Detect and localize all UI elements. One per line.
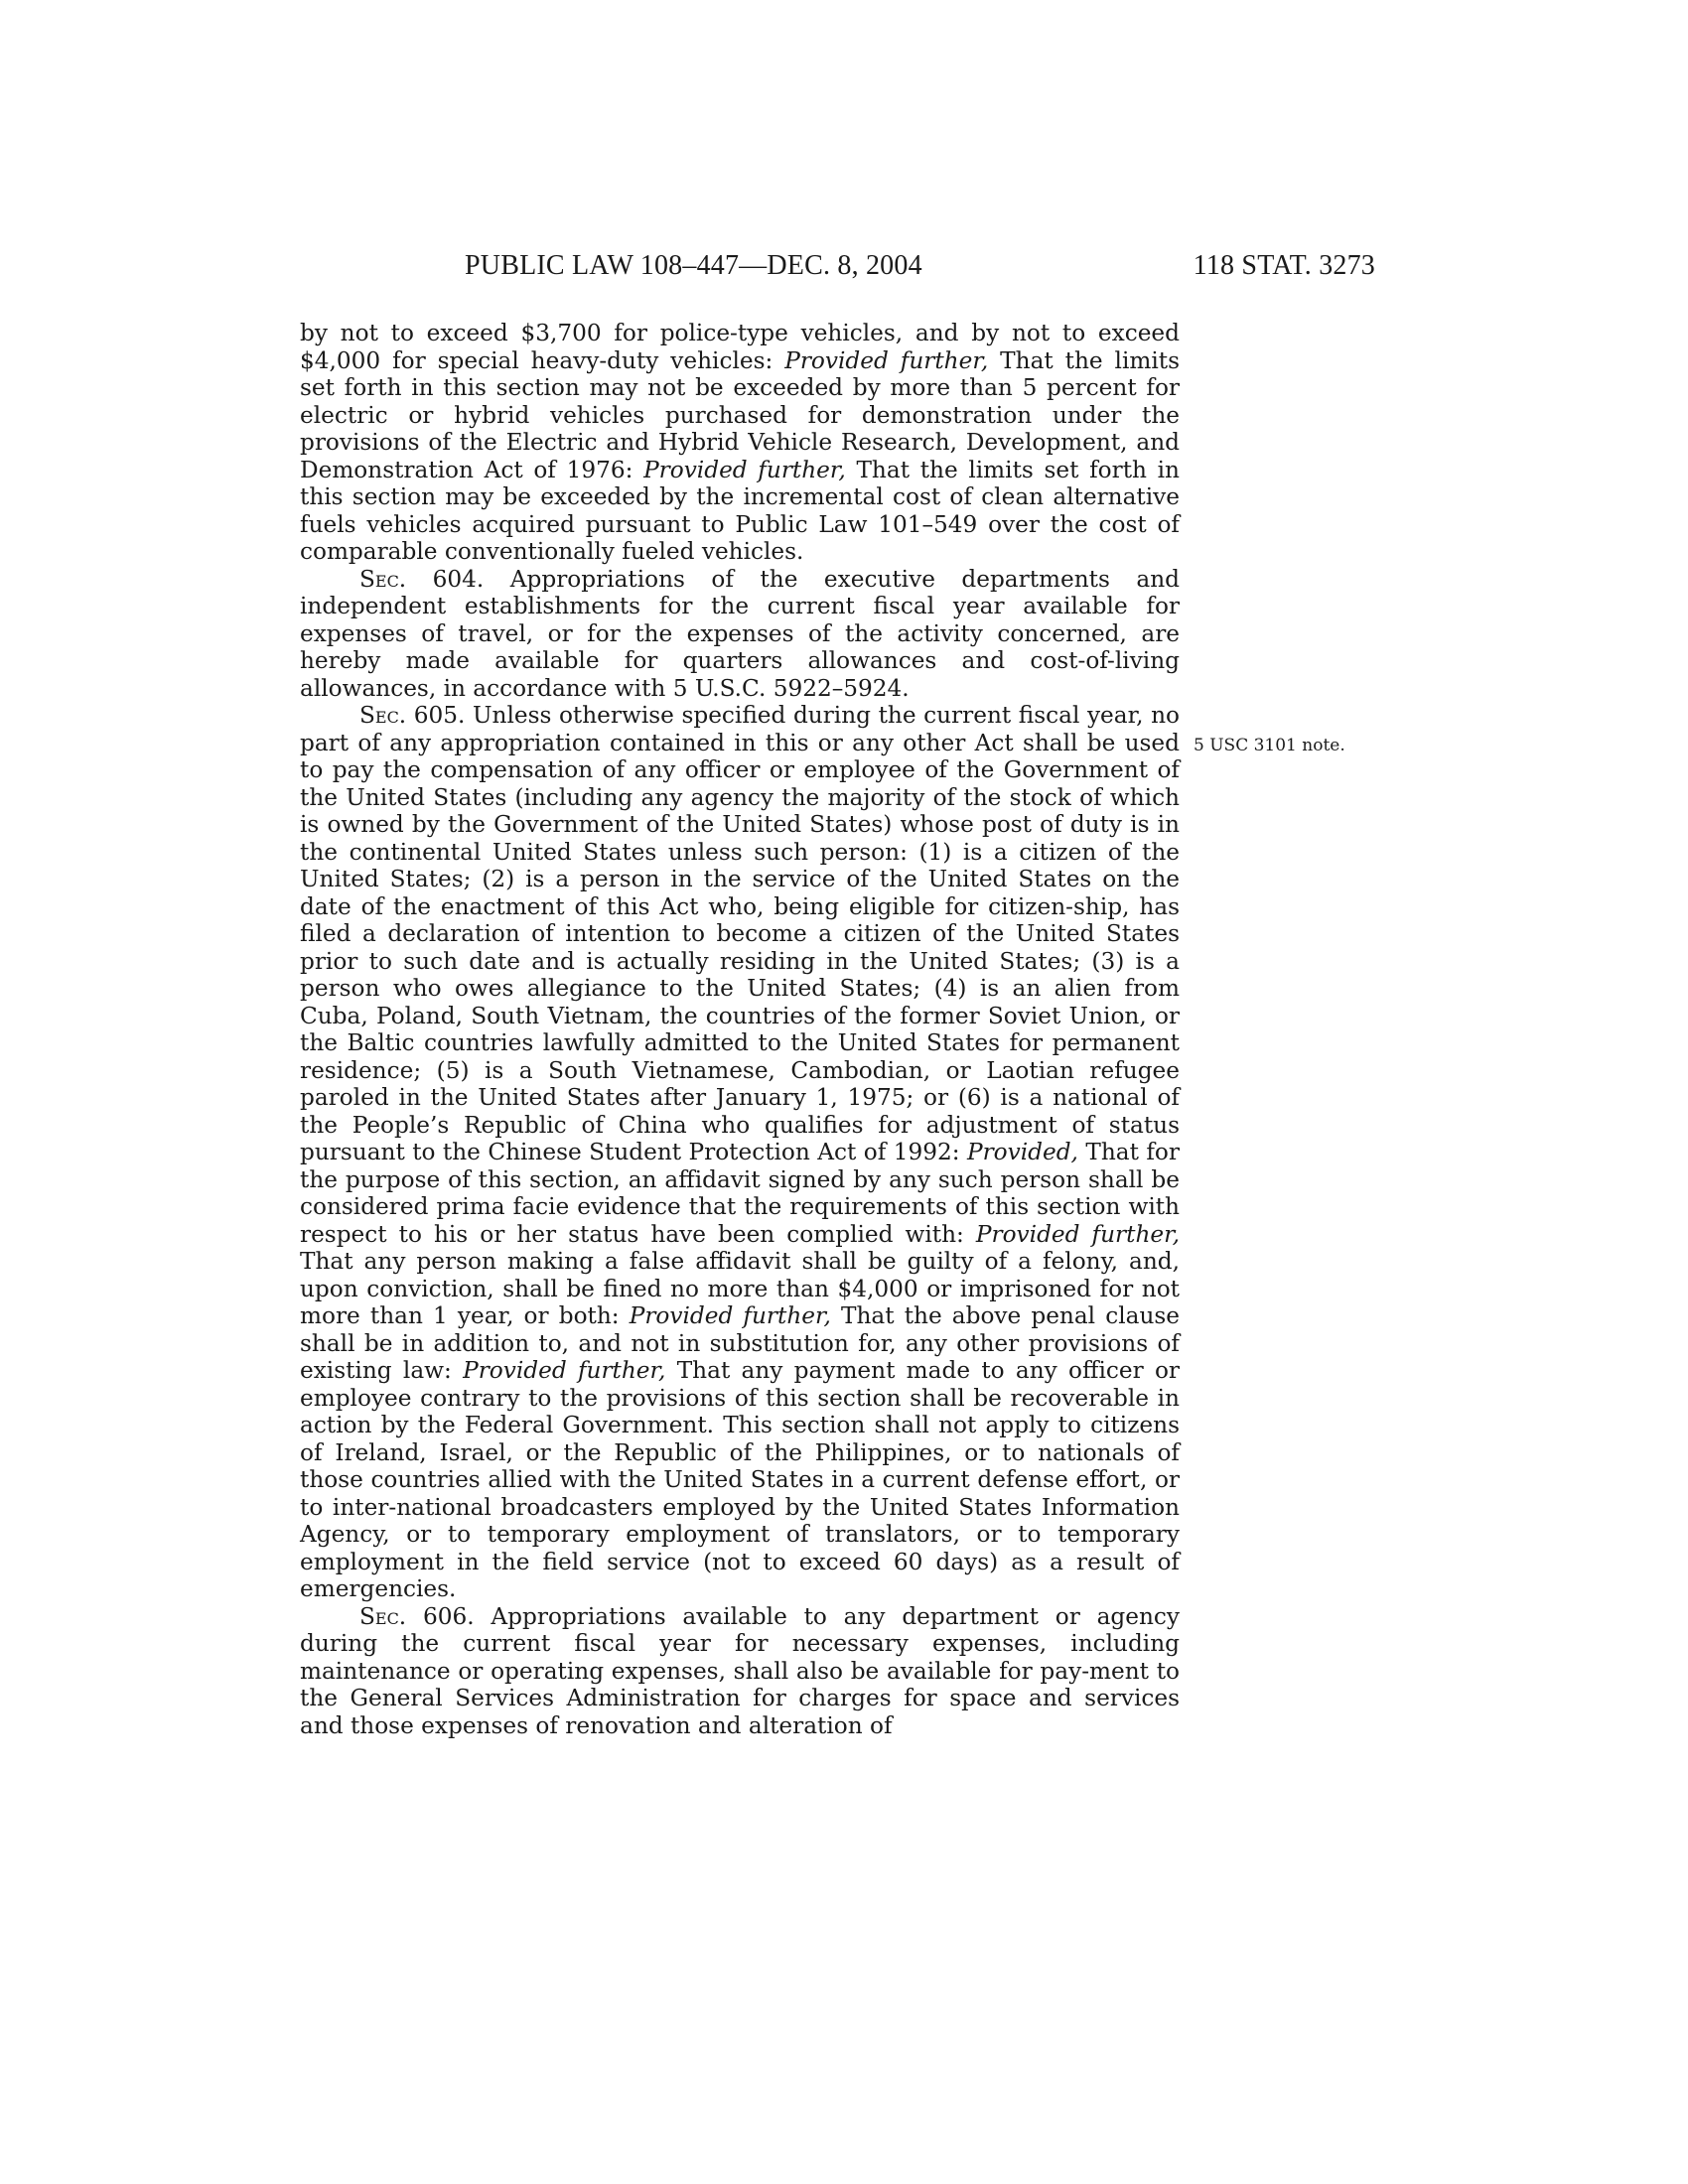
proviso-italic: Provided further,	[643, 456, 846, 483]
continuation-paragraph	[300, 320, 1180, 566]
section-label: Sec. 606.	[359, 1602, 475, 1630]
text-run: That any person making a false affidavit shall be guilty of a felony, and, upon conviction, shall be fined no more than $4,000 or imprisoned for not more than 1 year, or both:	[300, 1248, 1180, 1329]
proviso-italic: Provided further,	[975, 1220, 1181, 1248]
text-run: That the limits set forth in this section may be exceeded by the incremental cost of clean alternative fuels vehicles acquired pursuant to Public Law 101–549 over the cost of comparable conventionally fueled vehicles.	[300, 456, 1180, 565]
section-604	[300, 566, 1180, 703]
proviso-italic: Provided,	[966, 1139, 1078, 1165]
text-run: by not to exceed $3,700 for police-type vehicles, and by not to exceed $4,000 for special heavy-duty vehicles:	[300, 320, 1180, 374]
text-run: That the above penal clause shall be in addition to, and not in substitution for, any other provisions of existing law:	[300, 1302, 1181, 1384]
section-label: Sec. 605.	[359, 702, 466, 729]
proviso-italic: Provided further,	[463, 1357, 666, 1384]
proviso-italic: Provided further,	[629, 1302, 831, 1329]
section-label: Sec. 604.	[359, 565, 485, 593]
proviso-italic: Provided further,	[784, 346, 989, 374]
text-run: Unless otherwise specified during the current fiscal year, no part of any appropriation contained in this or any other Act shall be used to pay the compensation of any officer or employee of the Government of the United States (including any agency the majority of the stock of which is owned by the Government of the United States) whose post of duty is in the continental United States unless such person: (1) is a citizen of the United States; (2) is a person in the service of the United States on the date of the enactment of this Act who, being eligible for citizen-ship, has filed a declaration of intention to become a citizen of the United States prior to such date and is actually residing in the United States; (3) is a person who owes allegiance to the United States; (4) is an alien from Cuba, Poland, South Vietnam, the countries of the former Soviet Union, or the Baltic countries lawfully admitted to the United States for permanent residence; (5) is a South Vietnamese, Cambodian, or Laotian refugee paroled in the United States after January 1, 1975; or (6) is a national of the People’s Republic of China who qualifies for adjustment of status pursuant to the Chinese Student Protection Act of 1992:	[300, 702, 1180, 1165]
body-text	[300, 320, 1180, 1739]
text-run: Appropriations of the executive departments and independent establishments for the current fiscal year available for expenses of travel, or for the expenses of the activity concerned, are hereby made available for quarters allowances and cost-of-living allowances, in accordance with 5 U.S.C. 5922–5924.	[300, 565, 1180, 702]
section-605	[300, 702, 1180, 1603]
text-run: Appropriations available to any department or agency during the current fiscal year for necessary expenses, including maintenance or operating expenses, shall also be available for pay-ment to the General Services Administration for charges for space and services and those expenses of renovation and alteration of	[300, 1602, 1180, 1739]
margin-note: 5 USC 3101 note.	[1194, 736, 1345, 755]
section-606	[300, 1603, 1180, 1740]
text-run: That for the purpose of this section, an affidavit signed by any such person shall be considered prima facie evidence that the requirements of this section with respect to his or her status have been complied with:	[300, 1139, 1180, 1248]
text-run: That the limits set forth in this section may not be exceeded by more than 5 percent for electric or hybrid vehicles purchased for demonstration under the provisions of the Electric and Hybrid Vehicle Research, Development, and Demonstration Act of 1976:	[300, 346, 1180, 483]
running-head-title: PUBLIC LAW 108–447—DEC. 8, 2004	[465, 250, 922, 281]
text-run: That any payment made to any officer or employee contrary to the provisions of this section shall be recoverable in action by the Federal Government. This section shall not apply to citizens of Ireland, Israel, or the Republic of the Philippines, or to nationals of those countries allied with the United States in a current defense effort, or to inter-national broadcasters employed by the United States Information Agency, or to temporary employment of translators, or to temporary employment in the field service (not to exceed 60 days) as a result of emergencies.	[300, 1357, 1181, 1602]
running-head	[298, 250, 1375, 290]
statute-page-number: 118 STAT. 3273	[1193, 250, 1375, 281]
